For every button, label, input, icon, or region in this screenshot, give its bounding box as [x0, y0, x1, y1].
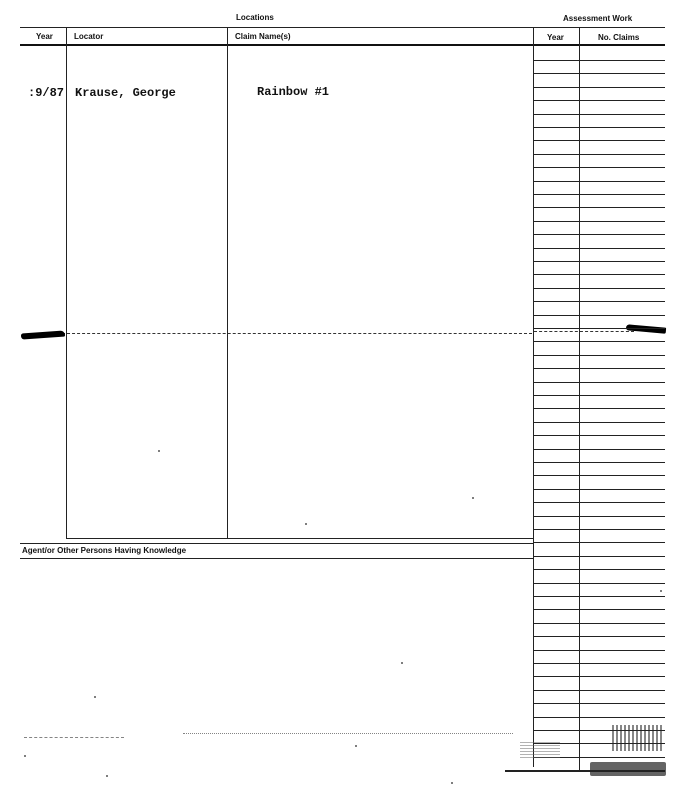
assessment-row-line	[533, 676, 665, 677]
assessment-row-line	[533, 690, 665, 691]
assessment-row-line	[533, 422, 665, 423]
assessment-row-line	[533, 288, 665, 289]
divider-assessment-mid	[579, 27, 580, 772]
speck	[401, 662, 403, 664]
assessment-row-line	[533, 328, 665, 329]
col-header-year: Year	[36, 32, 53, 41]
assessment-row-line	[533, 596, 665, 597]
speck	[94, 696, 96, 698]
assessment-row-line	[533, 650, 665, 651]
speck	[24, 755, 26, 757]
header-bottom-rule	[20, 44, 665, 46]
header-top-rule	[20, 27, 665, 28]
fold-line-left	[62, 333, 532, 334]
divider-year-locator	[66, 27, 67, 539]
col-header-locator: Locator	[74, 32, 104, 41]
agent-section-top-rule	[20, 543, 533, 544]
assessment-row-line	[533, 274, 665, 275]
scan-noise-left	[520, 740, 560, 758]
assessment-row-line	[533, 703, 665, 704]
assessment-row-line	[533, 475, 665, 476]
locations-heading: Locations	[236, 13, 274, 22]
assessment-row-line	[533, 583, 665, 584]
speck	[106, 775, 108, 777]
assessment-row-line	[533, 100, 665, 101]
assessment-row-line	[533, 368, 665, 369]
assessment-row-line	[533, 221, 665, 222]
assessment-row-line	[533, 502, 665, 503]
col-header-claim-names: Claim Name(s)	[235, 32, 291, 41]
scan-noise-corner	[612, 725, 664, 751]
assessment-row-line	[533, 449, 665, 450]
assessment-row-line	[533, 194, 665, 195]
assessment-row-line	[533, 73, 665, 74]
speck	[305, 523, 307, 525]
scan-noise-bottom	[590, 762, 666, 776]
assessment-row-line	[533, 636, 665, 637]
speck	[355, 745, 357, 747]
assessment-row-line	[533, 556, 665, 557]
marker-smudge-right	[626, 324, 666, 333]
assessment-row-line	[533, 408, 665, 409]
locations-bottom-rule	[66, 538, 533, 539]
assessment-row-line	[533, 529, 665, 530]
assessment-row-line	[533, 395, 665, 396]
assessment-row-line	[533, 207, 665, 208]
assessment-row-line	[533, 154, 665, 155]
assessment-row-line	[533, 301, 665, 302]
assessment-row-line	[533, 140, 665, 141]
assessment-row-line	[533, 516, 665, 517]
agent-heading-rule	[20, 558, 533, 559]
assessment-row-line	[533, 569, 665, 570]
marker-smudge-left	[21, 330, 65, 339]
assessment-row-line	[533, 341, 665, 342]
record-year: :9/87	[28, 86, 65, 100]
assessment-row-line	[533, 167, 665, 168]
assessment-row-line	[533, 435, 665, 436]
assessment-row-line	[533, 382, 665, 383]
agent-heading: Agent/or Other Persons Having Knowledge	[22, 546, 187, 555]
assessment-row-line	[533, 489, 665, 490]
assessment-row-line	[533, 623, 665, 624]
assessment-row-line	[533, 462, 665, 463]
assessment-row-line	[533, 127, 665, 128]
divider-assessment-left	[533, 27, 534, 767]
record-locator: Krause, George	[75, 86, 176, 100]
assessment-row-line	[533, 234, 665, 235]
speck	[660, 590, 662, 592]
assessment-row-line	[533, 60, 665, 61]
speck	[472, 497, 474, 499]
speck	[158, 450, 160, 452]
assessment-row-line	[533, 315, 665, 316]
assessment-row-line	[533, 355, 665, 356]
assessment-row-line	[533, 87, 665, 88]
assessment-row-line	[533, 181, 665, 182]
assessment-row-line	[533, 663, 665, 664]
scan-line-bottom-mid	[183, 733, 513, 734]
col-header-no-claims: No. Claims	[598, 33, 640, 42]
fold-line-right	[534, 331, 634, 332]
assessment-row-line	[533, 542, 665, 543]
assessment-row-line	[533, 248, 665, 249]
speck	[451, 782, 453, 784]
assessment-row-line	[533, 609, 665, 610]
scan-line-bottom-left	[24, 737, 124, 738]
record-claim-name: Rainbow #1	[257, 85, 330, 99]
divider-locator-claims	[227, 27, 228, 539]
assessment-row-line	[533, 261, 665, 262]
assessment-row-line	[533, 114, 665, 115]
col-header-assessment-year: Year	[547, 33, 564, 42]
assessment-work-heading: Assessment Work	[563, 14, 633, 23]
assessment-row-line	[533, 717, 665, 718]
